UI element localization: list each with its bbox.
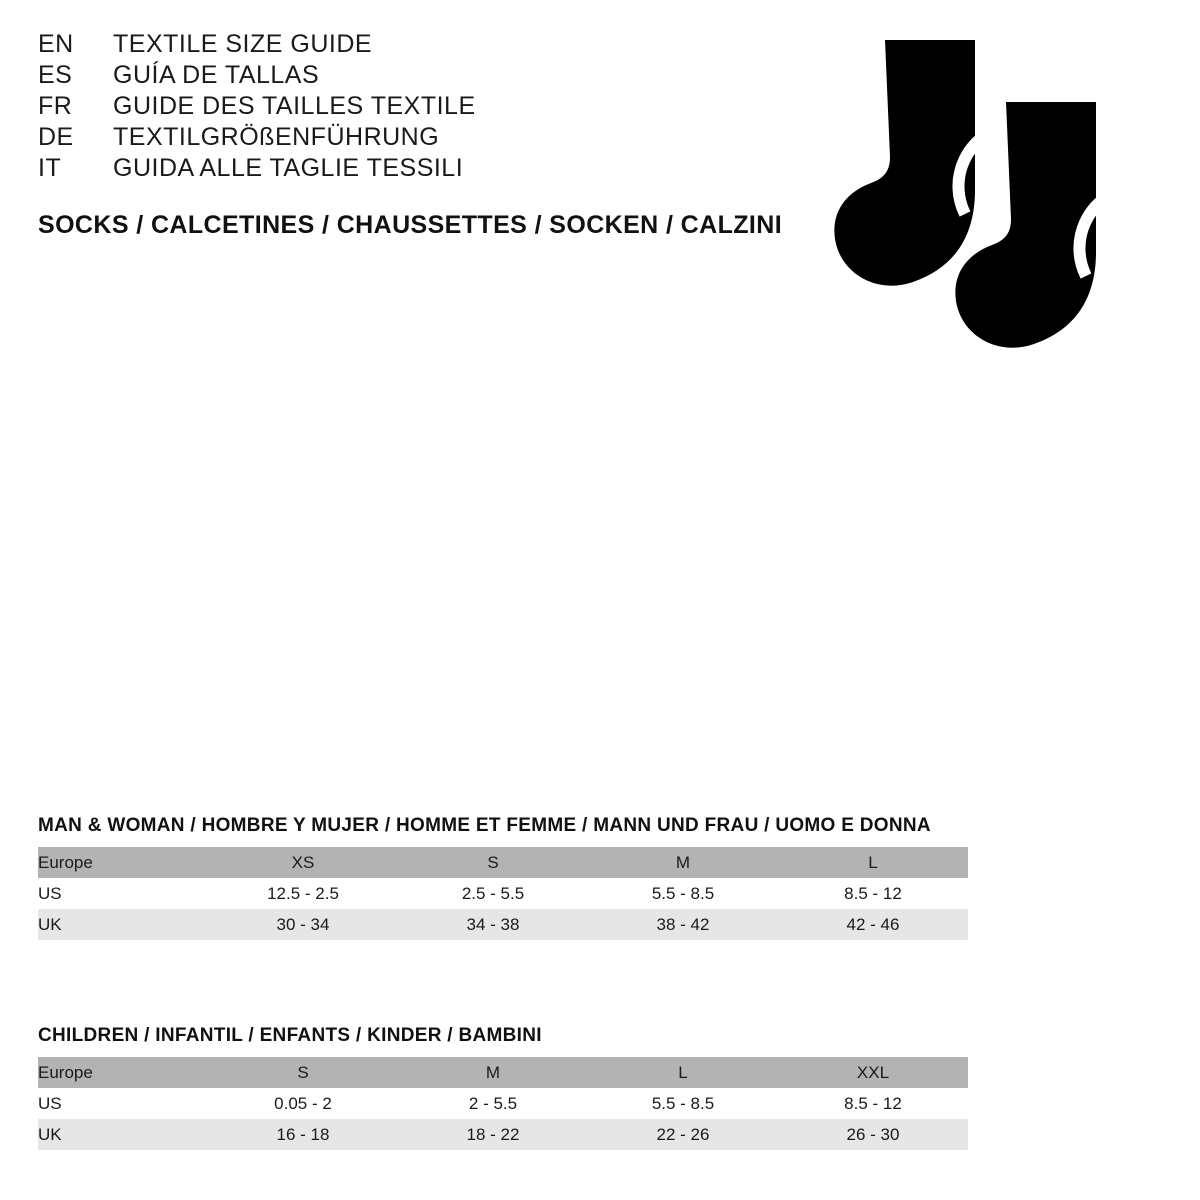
socks-pair-icon — [810, 30, 1130, 360]
children-header-size-2: M — [398, 1057, 588, 1088]
language-code-de: DE — [38, 123, 74, 151]
adult-us-value-1: 12.5 - 2.5 — [208, 878, 398, 909]
adult-header-label: Europe — [38, 847, 208, 878]
table-row — [38, 1119, 968, 1150]
children-header-label: Europe — [38, 1057, 208, 1088]
table-row — [38, 878, 968, 909]
language-code-fr: FR — [38, 92, 73, 120]
adult-uk-label: UK — [38, 909, 208, 940]
children-us-value-2: 2 - 5.5 — [398, 1088, 588, 1119]
language-code-it: IT — [38, 154, 62, 182]
adult-header-size-3: M — [588, 847, 778, 878]
children-uk-value-3: 22 - 26 — [588, 1119, 778, 1150]
size-guide-header — [38, 30, 798, 240]
children-us-label: US — [38, 1088, 208, 1119]
adult-uk-value-3: 38 - 42 — [588, 909, 778, 940]
children-header-size-3: L — [588, 1057, 778, 1088]
adult-header-size-2: S — [398, 847, 588, 878]
children-header-size-1: S — [208, 1057, 398, 1088]
children-header-size-4: XXL — [778, 1057, 968, 1088]
language-text-es: GUÍA DE TALLAS — [113, 61, 320, 89]
product-category-title: SOCKS / CALCETINES / CHAUSSETTES / SOCKEN / CALZINI — [38, 211, 783, 239]
children-us-value-3: 5.5 - 8.5 — [588, 1088, 778, 1119]
table-row — [38, 909, 968, 940]
adult-size-table — [38, 847, 968, 940]
children-section-title: CHILDREN / INFANTIL / ENFANTS / KINDER / BAMBINI — [38, 1025, 542, 1046]
language-row-fr — [38, 92, 798, 121]
adult-uk-value-4: 42 - 46 — [778, 909, 968, 940]
adult-size-section — [38, 815, 968, 940]
adult-us-value-3: 5.5 - 8.5 — [588, 878, 778, 909]
adult-header-size-1: XS — [208, 847, 398, 878]
adult-section-title: MAN & WOMAN / HOMBRE Y MUJER / HOMME ET FEMME / MANN UND FRAU / UOMO E DONNA — [38, 815, 931, 836]
children-us-value-1: 0.05 - 2 — [208, 1088, 398, 1119]
socks-illustration — [810, 30, 1130, 360]
children-size-table — [38, 1057, 968, 1150]
language-row-es — [38, 61, 798, 90]
children-us-value-4: 8.5 - 12 — [778, 1088, 968, 1119]
language-text-en: TEXTILE SIZE GUIDE — [113, 30, 373, 58]
language-code-en: EN — [38, 30, 74, 58]
adult-us-value-4: 8.5 - 12 — [778, 878, 968, 909]
adult-us-value-2: 2.5 - 5.5 — [398, 878, 588, 909]
language-code-es: ES — [38, 61, 73, 89]
adult-uk-value-1: 30 - 34 — [208, 909, 398, 940]
children-uk-label: UK — [38, 1119, 208, 1150]
children-size-section — [38, 1025, 968, 1150]
adult-us-label: US — [38, 878, 208, 909]
table-row — [38, 847, 968, 878]
language-text-it: GUIDA ALLE TAGLIE TESSILI — [113, 154, 464, 182]
table-row — [38, 1088, 968, 1119]
adult-header-size-4: L — [778, 847, 968, 878]
language-row-de — [38, 123, 798, 152]
adult-uk-value-2: 34 - 38 — [398, 909, 588, 940]
language-text-de: TEXTILGRÖßENFÜHRUNG — [113, 123, 440, 151]
language-text-fr: GUIDE DES TAILLES TEXTILE — [113, 92, 476, 120]
table-row — [38, 1057, 968, 1088]
language-row-it — [38, 154, 798, 183]
children-uk-value-2: 18 - 22 — [398, 1119, 588, 1150]
language-row-en — [38, 30, 798, 59]
children-uk-value-1: 16 - 18 — [208, 1119, 398, 1150]
children-uk-value-4: 26 - 30 — [778, 1119, 968, 1150]
